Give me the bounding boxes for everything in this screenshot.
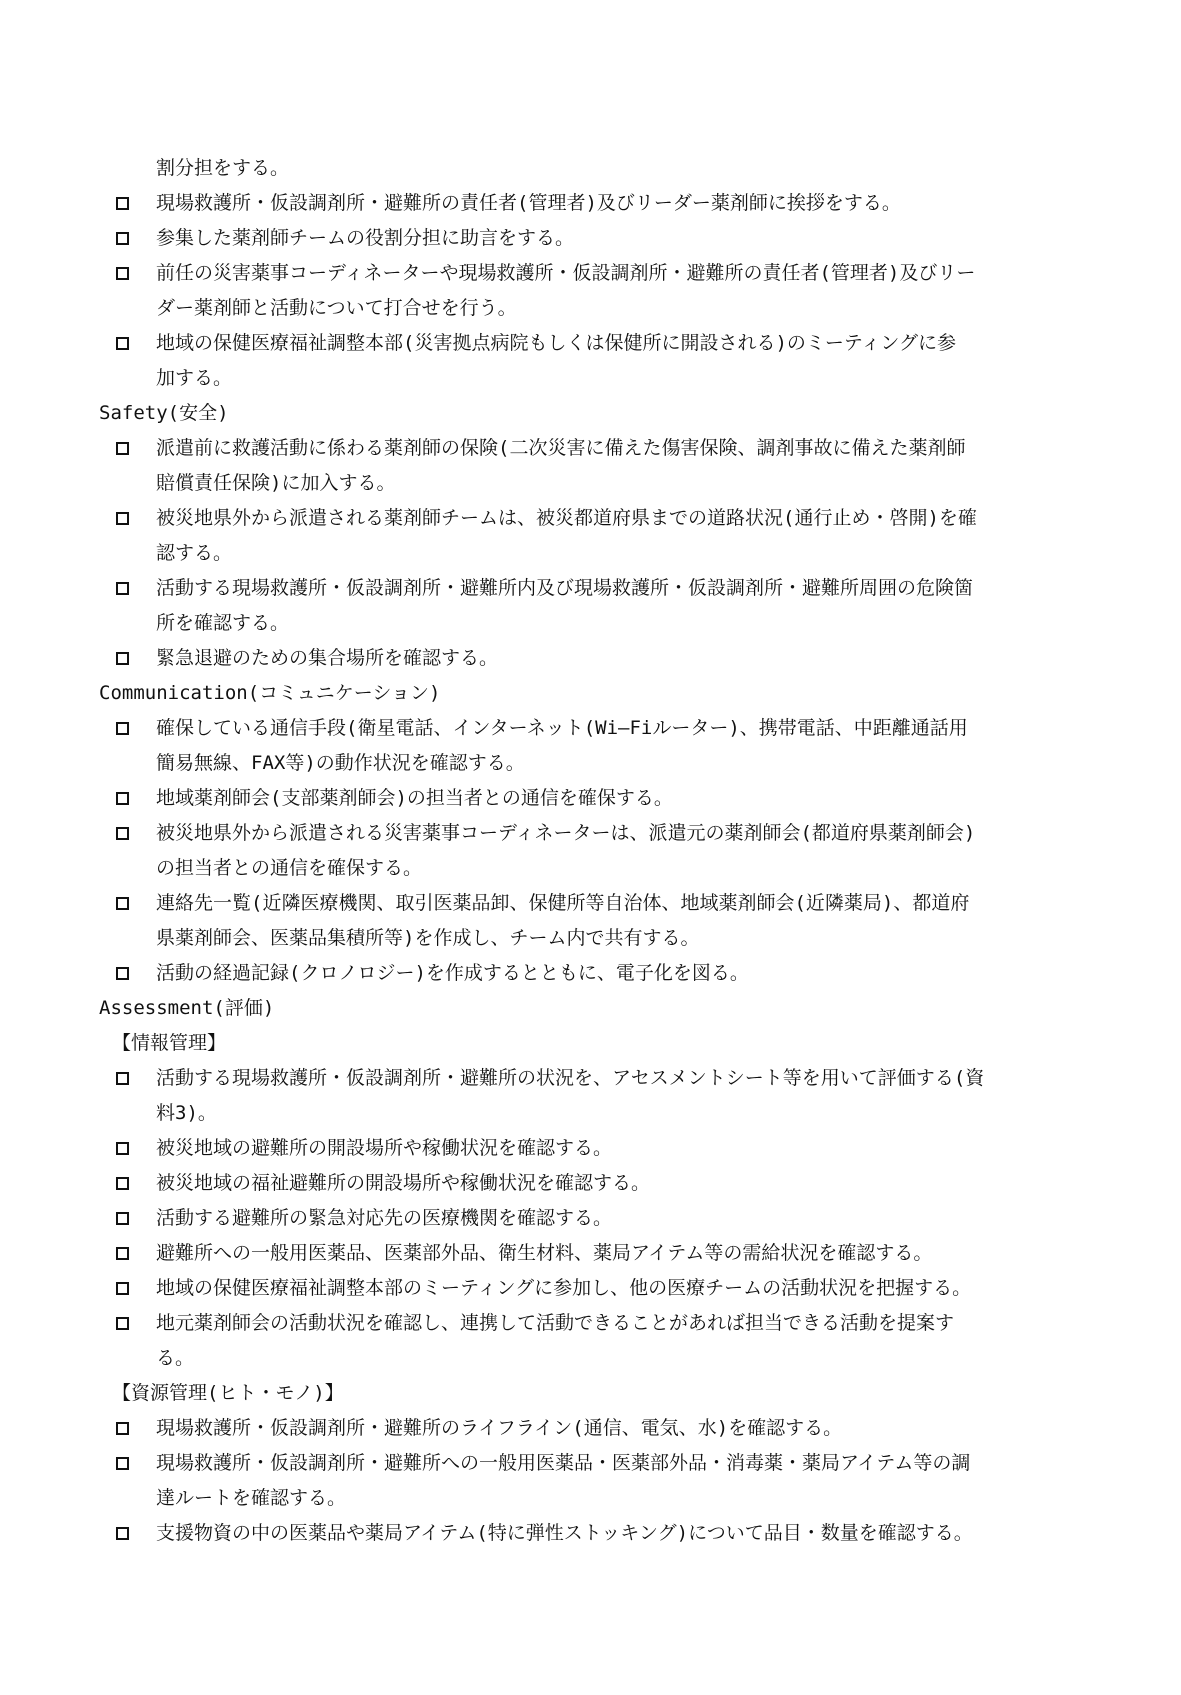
- checklist-item-continuation: [0, 851, 1181, 886]
- checklist-item-text: 現場救護所・仮設調剤所・避難所のライフライン(通信、電気、水)を確認する。: [156, 1417, 843, 1439]
- checklist-item-continuation: [0, 606, 1181, 641]
- checklist-item-text: 活動する現場救護所・仮設調剤所・避難所内及び現場救護所・仮設調剤所・避難所周囲の危険箇: [156, 577, 974, 599]
- section-heading-text: Communication(コミュニケーション): [99, 682, 441, 704]
- checklist-item: [0, 571, 1181, 606]
- checklist-item-text: 割分担をする。: [156, 157, 290, 179]
- checklist-item-text: 料3)。: [156, 1102, 217, 1124]
- checklist: [0, 151, 1181, 1551]
- checkbox-icon[interactable]: [116, 967, 129, 980]
- checklist-item-continuation: [0, 746, 1181, 781]
- checklist-item-text: 活動する避難所の緊急対応先の医療機関を確認する。: [156, 1207, 613, 1229]
- checklist-item-text: の担当者との通信を確保する。: [156, 857, 423, 879]
- checkbox-icon[interactable]: [116, 1457, 129, 1470]
- checklist-item-text: 派遣前に救護活動に係わる薬剤師の保険(二次災害に備えた傷害保険、調剤事故に備えた薬剤師: [156, 437, 966, 459]
- checklist-item: [0, 431, 1181, 466]
- checkbox-icon[interactable]: [116, 232, 129, 245]
- checklist-item-text: る。: [156, 1347, 195, 1369]
- checklist-item-text: 所を確認する。: [156, 612, 290, 634]
- checkbox-icon[interactable]: [116, 1422, 129, 1435]
- checkbox-icon[interactable]: [116, 197, 129, 210]
- checklist-item-text: 活動の経過記録(クロノロジー)を作成するとともに、電子化を図る。: [156, 962, 749, 984]
- checklist-item: [0, 1446, 1181, 1481]
- checklist-item-continuation: [0, 291, 1181, 326]
- checkbox-icon[interactable]: [116, 1072, 129, 1085]
- checklist-item-continuation: [0, 536, 1181, 571]
- checkbox-icon[interactable]: [116, 1212, 129, 1225]
- checklist-item-text: 前任の災害薬事コーディネーターや現場救護所・仮設調剤所・避難所の責任者(管理者)及びリー: [156, 262, 976, 284]
- checkbox-icon[interactable]: [116, 1247, 129, 1260]
- checklist-item: [0, 1516, 1181, 1551]
- checklist-item-continuation: [0, 151, 1181, 186]
- subsection-heading: [0, 1026, 1181, 1061]
- checklist-item: [0, 1271, 1181, 1306]
- checklist-item-continuation: [0, 1341, 1181, 1376]
- checklist-item-continuation: [0, 1096, 1181, 1131]
- checklist-item-text: 被災地域の福祉避難所の開設場所や稼働状況を確認する。: [156, 1172, 651, 1194]
- checkbox-icon[interactable]: [116, 1317, 129, 1330]
- checklist-item-text: 簡易無線、FAX等)の動作状況を確認する。: [156, 752, 525, 774]
- checkbox-icon[interactable]: [116, 722, 129, 735]
- checkbox-icon[interactable]: [116, 337, 129, 350]
- checkbox-icon[interactable]: [116, 582, 129, 595]
- checklist-item: [0, 256, 1181, 291]
- checkbox-icon[interactable]: [116, 827, 129, 840]
- checklist-item: [0, 956, 1181, 991]
- checklist-item-text: 地域薬剤師会(支部薬剤師会)の担当者との通信を確保する。: [156, 787, 673, 809]
- checkbox-icon[interactable]: [116, 267, 129, 280]
- checklist-item-text: 現場救護所・仮設調剤所・避難所の責任者(管理者)及びリーダー薬剤師に挨拶をする。: [156, 192, 901, 214]
- checklist-item: [0, 1166, 1181, 1201]
- section-heading: [0, 396, 1181, 431]
- checklist-item-text: 支援物資の中の医薬品や薬局アイテム(特に弾性ストッキング)について品目・数量を確認する。: [156, 1522, 973, 1544]
- checklist-item: [0, 816, 1181, 851]
- checklist-item-text: 県薬剤師会、医薬品集積所等)を作成し、チーム内で共有する。: [156, 927, 700, 949]
- checklist-item-text: 被災地域の避難所の開設場所や稼働状況を確認する。: [156, 1137, 613, 1159]
- checklist-item-text: 達ルートを確認する。: [156, 1487, 347, 1509]
- checklist-item-text: 連絡先一覧(近隣医療機関、取引医薬品卸、保健所等自治体、地域薬剤師会(近隣薬局)、都道府: [156, 892, 970, 914]
- checklist-item-text: 地元薬剤師会の活動状況を確認し、連携して活動できることがあれば担当できる活動を提案す: [156, 1312, 955, 1334]
- checklist-item: [0, 326, 1181, 361]
- checklist-item-text: 現場救護所・仮設調剤所・避難所への一般用医薬品・医薬部外品・消毒薬・薬局アイテム等の調: [156, 1452, 971, 1474]
- checkbox-icon[interactable]: [116, 792, 129, 805]
- checklist-item: [0, 1131, 1181, 1166]
- subsection-heading-text: 【資源管理(ヒト・モノ)】: [112, 1382, 344, 1404]
- checklist-item-text: 避難所への一般用医薬品、医薬部外品、衛生材料、薬局アイテム等の需給状況を確認する。: [156, 1242, 933, 1264]
- checklist-item: [0, 1236, 1181, 1271]
- checkbox-icon[interactable]: [116, 1527, 129, 1540]
- checklist-item: [0, 641, 1181, 676]
- section-heading: [0, 991, 1181, 1026]
- checklist-item: [0, 781, 1181, 816]
- checkbox-icon[interactable]: [116, 897, 129, 910]
- checklist-item-text: 加する。: [156, 367, 233, 389]
- checkbox-icon[interactable]: [116, 1177, 129, 1190]
- subsection-heading: [0, 1376, 1181, 1411]
- checklist-item: [0, 1411, 1181, 1446]
- checklist-item: [0, 186, 1181, 221]
- checklist-item: [0, 711, 1181, 746]
- checkbox-icon[interactable]: [116, 442, 129, 455]
- checklist-item-text: 確保している通信手段(衛星電話、インターネット(Wi―Fiルーター)、携帯電話、中距離通話用: [156, 717, 968, 739]
- checkbox-icon[interactable]: [116, 652, 129, 665]
- checklist-item-continuation: [0, 1481, 1181, 1516]
- checklist-item-continuation: [0, 921, 1181, 956]
- checklist-item-text: 被災地県外から派遣される薬剤師チームは、被災都道府県までの道路状況(通行止め・啓開)を確: [156, 507, 977, 529]
- checklist-item-text: 被災地県外から派遣される災害薬事コーディネーターは、派遣元の薬剤師会(都道府県薬剤師会): [156, 822, 976, 844]
- checklist-item: [0, 501, 1181, 536]
- checklist-item: [0, 886, 1181, 921]
- checklist-item-text: 緊急退避のための集合場所を確認する。: [156, 647, 499, 669]
- checklist-item-text: 地域の保健医療福祉調整本部のミーティングに参加し、他の医療チームの活動状況を把握する。: [156, 1277, 972, 1299]
- checklist-item-continuation: [0, 361, 1181, 396]
- checklist-item-text: 賠償責任保険)に加入する。: [156, 472, 396, 494]
- checkbox-icon[interactable]: [116, 1282, 129, 1295]
- checklist-item: [0, 1306, 1181, 1341]
- section-heading-text: Safety(安全): [99, 402, 229, 424]
- checklist-item-text: 活動する現場救護所・仮設調剤所・避難所の状況を、アセスメントシート等を用いて評価する(資: [156, 1067, 985, 1089]
- checklist-item-continuation: [0, 466, 1181, 501]
- subsection-heading-text: 【情報管理】: [112, 1032, 227, 1054]
- checklist-item-text: 地域の保健医療福祉調整本部(災害拠点病院もしくは保健所に開設される)のミーティングに参: [156, 332, 956, 354]
- checklist-item-text: 認する。: [156, 542, 233, 564]
- checklist-item: [0, 1201, 1181, 1236]
- section-heading-text: Assessment(評価): [99, 997, 275, 1019]
- section-heading: [0, 676, 1181, 711]
- checklist-item: [0, 221, 1181, 256]
- checklist-item-text: 参集した薬剤師チームの役割分担に助言をする。: [156, 227, 575, 249]
- checklist-item-text: ダー薬剤師と活動について打合せを行う。: [156, 297, 517, 319]
- checkbox-icon[interactable]: [116, 1142, 129, 1155]
- checklist-item: [0, 1061, 1181, 1096]
- checkbox-icon[interactable]: [116, 512, 129, 525]
